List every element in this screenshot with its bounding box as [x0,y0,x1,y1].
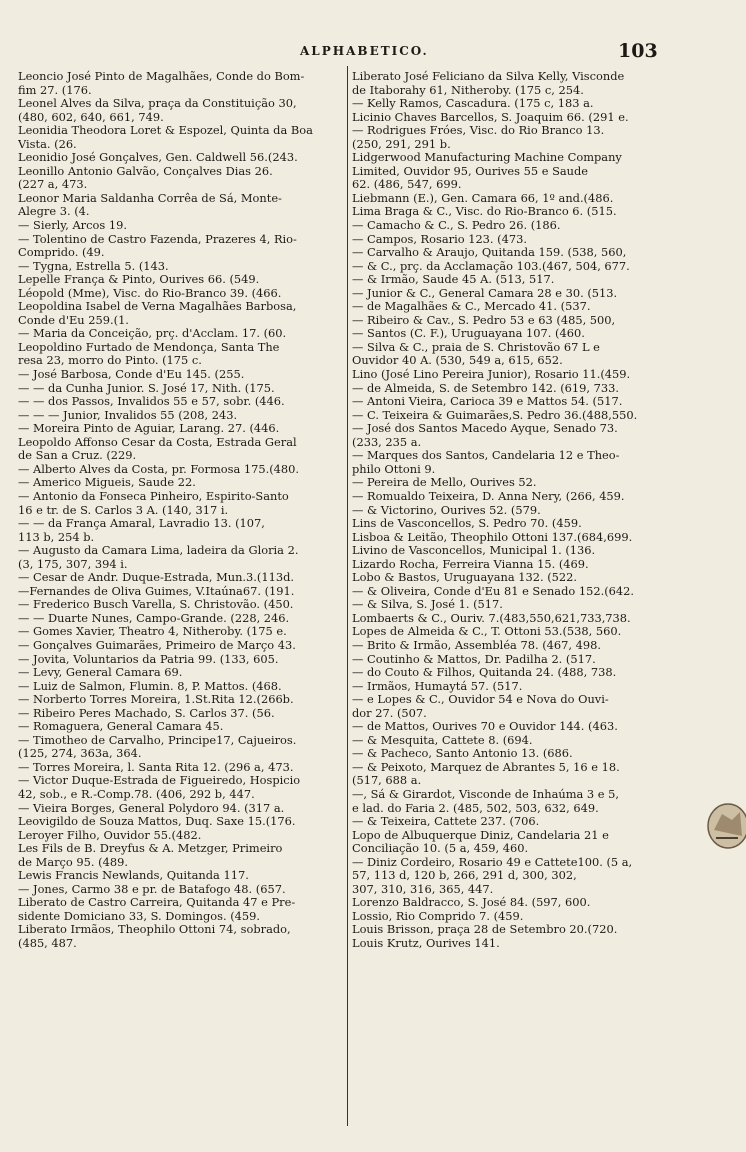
entry-line: Lepelle França & Pinto, Ourives 66. (549. [18,273,260,287]
directory-entry [18,639,344,653]
directory-entry [18,923,344,950]
directory-entry [18,680,344,694]
entry-line: Leopoldino Furtado de Mendonça, Santa The [18,340,280,354]
entry-line: — & Oliveira, Conde d'Eu 81 e Senado 152.(642. [352,584,635,598]
directory-entry [18,896,344,923]
entry-line: Louis Brisson, praça 28 de Setembro 20.(720. [352,923,618,937]
entry-line: — Vieira Borges, General Polydoro 94. (317 a. [18,801,285,815]
entry-line: — Campos, Rosario 123. (473. [352,232,527,246]
directory-entry [352,368,674,382]
entry-line: — Maria da Conceição, prç. d'Acclam. 17. (60. [18,327,287,341]
entry-line: Lobo & Bastos, Uruguayana 132. (522. [352,571,578,585]
entry-line: e lad. do Faria 2. (485, 502, 503, 632, 649. [352,800,599,815]
directory-entry [352,124,674,151]
entry-line: de San a Cruz. (229. [18,448,137,463]
entry-line: — & Teixeira, Cattete 237. (706. [352,815,540,829]
entry-line: Lombaerts & C., Ouriv. 7.(483,550,621,733,738. [352,611,631,625]
entry-line: —Fernandes de Oliva Guimes, V.Itaúna67. (191. [18,584,295,598]
directory-entry [352,382,674,396]
directory-entry [352,856,674,897]
entry-line: Lizardo Rocha, Ferreira Vianna 15. (469. [352,557,589,571]
entry-line: (480, 602, 640, 661, 749. [18,109,164,124]
directory-entry [18,544,344,571]
directory-entry [352,937,674,951]
directory-entry [18,273,344,287]
directory-entry [18,585,344,599]
directory-entry [18,653,344,667]
library-stamp-icon [704,800,746,850]
directory-entry [18,233,344,260]
directory-entry [18,395,344,409]
left-column [18,70,344,951]
directory-entry [352,233,674,247]
entry-line: — José Barbosa, Conde d'Eu 145. (255. [18,368,245,382]
entry-line: Leovigildo de Souza Mattos, Duq. Saxe 15.(176. [18,815,296,829]
entry-line: Alegre 3. (4. [18,204,90,219]
directory-entry [18,382,344,396]
entry-line: — de Almeida, S. de Setembro 142. (619, 733. [352,381,619,395]
entry-line: Limited, Ouvidor 95, Ourives 55 e Saude [352,163,589,178]
entry-line: — & Mesquita, Cattete 8. (694. [352,733,533,747]
directory-entry [352,747,674,761]
entry-line: Leonillo Antonio Galvão, Conçalves Dias 26. [18,164,273,178]
directory-entry [352,815,674,829]
directory-entry [18,734,344,761]
directory-entry [18,842,344,869]
directory-entry [352,896,674,910]
entry-line: —, Sá & Girardot, Visconde de Inhaúma 3 e 5, [352,787,620,801]
entry-line: Liberato Irmãos, Theophilo Ottoni 74, sobrado, [18,923,291,937]
entry-line: resa 23, morro do Pinto. (175 c. [18,353,202,368]
directory-entry [352,422,674,449]
entry-line: Comprido. (49. [18,245,105,260]
directory-entry [18,761,344,775]
directory-entry [352,260,674,274]
directory-entry [352,761,674,788]
directory-entry [352,395,674,409]
directory-entry [18,463,344,477]
entry-line: Conde d'Eu 259.(1. [18,312,129,327]
entry-line: — Diniz Cordeiro, Rosario 49 e Cattete100. (5 a, [352,855,633,869]
directory-entry [18,490,344,517]
entry-line: Lossio, Rio Comprido 7. (459. [352,909,524,923]
entry-line: (3, 175, 307, 394 i. [18,556,128,571]
entry-line: — — da Cunha Junior. S. José 17, Nith. (175. [18,381,275,395]
entry-line: Liebmann (E.), Gen. Camara 66, 1º and.(486. [352,191,614,205]
entry-line: — Moreira Pinto de Aguiar, Larang. 27. (446. [18,422,280,436]
directory-entry [352,829,674,856]
directory-entry [18,422,344,436]
entry-line: — José dos Santos Macedo Ayque, Senado 73. [352,422,618,436]
entry-line: — Pereira de Mello, Ourives 52. [352,476,537,490]
entry-line: — — Duarte Nunes, Campo-Grande. (228, 246. [18,611,290,625]
entry-line: — Kelly Ramos, Cascadura. (175 c, 183 a. [352,97,594,111]
directory-entry [18,571,344,585]
directory-entry [352,490,674,504]
entry-line: — Victor Duque-Estrada de Figueiredo, Hospicio [18,774,301,788]
directory-entry [18,97,344,124]
directory-entry [18,409,344,423]
entry-line: — Norberto Torres Moreira, 1.St.Rita 12.(266b. [18,693,294,707]
entry-line: (233, 235 a. [352,434,422,449]
entry-line: (517, 688 a. [352,773,422,788]
directory-entry [352,585,674,599]
directory-entry [352,734,674,748]
directory-entry [352,531,674,545]
entry-line: — Irmãos, Humaytá 57. (517. [352,679,523,693]
directory-entry [18,341,344,368]
directory-entry [352,544,674,558]
entry-line: (227 a, 473. [18,177,88,192]
directory-entry [352,111,674,125]
entry-line: — — dos Passos, Invalidos 55 e 57, sobr. (446. [18,395,285,409]
entry-line: 113 b, 254 b. [18,529,95,544]
directory-entry [352,558,674,572]
entry-line: — — — Junior, Invalidos 55 (208, 243. [18,408,238,422]
entry-line: 16 e tr. de S. Carlos 3 A. (140, 317 i. [18,502,229,517]
entry-line: — de Mattos, Ourives 70 e Ouvidor 144. (463. [352,720,618,734]
entry-line: — Antonio da Fonseca Pinheiro, Espirito-Santo [18,489,289,503]
directory-entry [352,571,674,585]
directory-entry [352,327,674,341]
entry-line: — & Silva, S. José 1. (517. [352,598,503,612]
entry-line: — Sierly, Arcos 19. [18,219,127,233]
entry-line: Leoncio José Pinto de Magalhães, Conde do Bom- [18,70,305,83]
entry-line: Leopoldina Isabel de Verna Magalhães Barbosa, [18,300,297,314]
directory-entry [352,504,674,518]
directory-entry [18,219,344,233]
entry-line: Leonel Alves da Silva, praça da Constituição 30, [18,97,297,111]
directory-entry [18,165,344,192]
entry-line: Lidgerwood Manufacturing Machine Company [352,151,622,165]
entry-line: Lopo de Albuquerque Diniz, Candelaria 21 e [352,828,609,842]
directory-entry [352,341,674,368]
directory-entry [352,653,674,667]
directory-entry [18,802,344,816]
entry-line: — Cesar de Andr. Duque-Estrada, Mun.3.(113d. [18,571,295,585]
directory-entry [18,829,344,843]
entry-line: Lorenzo Baldracco, S. José 84. (597, 600. [352,896,591,910]
entry-line: Leopoldo Affonso Cesar da Costa, Estrada Geral [18,435,297,449]
entry-line: Vista. (26. [18,136,77,151]
right-column [352,70,674,951]
directory-entry [352,70,674,97]
directory-entry [352,788,674,815]
directory-entry [18,368,344,382]
entry-line: — Romaguera, General Camara 45. [18,720,224,734]
entry-line: Licinio Chaves Barcellos, S. Joaquim 66. (291 e. [352,110,629,124]
entry-line: Leroyer Filho, Ouvidor 55.(482. [18,828,202,842]
directory-entry [352,476,674,490]
entry-line: — Coutinho & Mattos, Dr. Padilha 2. (517. [352,652,596,666]
entry-line: Lins de Vasconcellos, S. Pedro 70. (459. [352,517,582,531]
entry-line: 42, sob., e R.-Comp.78. (406, 292 b, 447. [18,786,255,801]
entry-line: Léopold (Mme), Visc. do Rio-Branco 39. (466. [18,286,282,300]
directory-entry [18,612,344,626]
directory-entry [18,666,344,680]
entry-line: 307, 310, 316, 365, 447. [352,881,494,896]
directory-entry [352,598,674,612]
directory-entry [18,300,344,327]
directory-entry [18,260,344,274]
directory-entry [352,300,674,314]
entry-line: Lino (José Lino Pereira Junior), Rosario 11.(459. [352,368,631,382]
entry-line: Ouvidor 40 A. (530, 549 a, 615, 652. [352,353,563,368]
directory-entry [18,287,344,301]
directory-entry [352,517,674,531]
directory-entry [18,151,344,165]
page-title: ALPHABETICO. [300,44,429,58]
entry-line: Leonidio José Gonçalves, Gen. Caldwell 56.(243. [18,151,298,165]
entry-line: — de Magalhães & C., Mercado 41. (537. [352,300,591,314]
entry-line: — e Lopes & C., Ouvidor 54 e Nova do Ouvi- [352,693,609,707]
directory-entry [352,287,674,301]
entry-line: philo Ottoni 9. [352,461,436,476]
entry-line: — & Pacheco, Santo Antonio 13. (686. [352,747,573,761]
directory-entry [352,219,674,233]
directory-entry [18,869,344,883]
entry-line: (125, 274, 363a, 364. [18,746,142,761]
entry-line: — Antoni Vieira, Carioca 39 e Mattos 54. (517. [352,395,623,409]
directory-entry [18,693,344,707]
entry-line: Lopes de Almeida & C., T. Ottoni 53.(538, 560. [352,625,622,639]
entry-line: — Ribeiro & Cav., S. Pedro 53 e 63 (485, 500, [352,313,616,327]
directory-entry [18,70,344,97]
entry-line: — Alberto Alves da Costa, pr. Formosa 175.(480. [18,462,300,476]
directory-entry [18,774,344,801]
entry-line: Conciliação 10. (5 a, 459, 460. [352,841,529,856]
entry-line: — Brito & Irmão, Assembléa 78. (467, 498. [352,638,601,652]
page-number: 103 [618,40,658,62]
entry-line: Liberato José Feliciano da Silva Kelly, Visconde [352,70,625,83]
column-divider [347,66,348,1126]
entry-line: — Romualdo Teixeira, D. Anna Nery, (266, 459. [352,489,625,503]
entry-line: Lewis Francis Newlands, Quitanda 117. [18,869,249,883]
entry-line: — C. Teixeira & Guimarães,S. Pedro 36.(488,550. [352,408,638,422]
entry-line: Lisboa & Leitão, Theophilo Ottoni 137.(684,699. [352,530,633,544]
directory-entry [18,598,344,612]
entry-line: 57, 113 d, 120 b, 266, 291 d, 300, 302, [352,868,577,883]
entry-line: — Gonçalves Guimarães, Primeiro de Março 43. [18,638,296,652]
entry-line: — Timotheo de Carvalho, Principe17, Cajueiros. [18,733,297,747]
directory-entry [352,314,674,328]
entry-line: — Carvalho & Araujo, Quitanda 159. (538, 560, [352,246,627,260]
entry-line: — Marques dos Santos, Candelaria 12 e Theo- [352,449,620,463]
directory-entry [352,97,674,111]
entry-line: — Jovita, Voluntarios da Patria 99. (133, 605. [18,652,279,666]
entry-line: — Jones, Carmo 38 e pr. de Batafogo 48. (657. [18,882,286,896]
entry-line: — Luiz de Salmon, Flumin. 8, P. Mattos. (468. [18,679,282,693]
directory-entry [352,246,674,260]
entry-line: 62. (486, 547, 699. [352,177,462,192]
directory-entry [352,625,674,639]
entry-line: — Junior & C., General Camara 28 e 30. (513. [352,286,618,300]
entry-line: — Augusto da Camara Lima, ladeira da Gloria 2. [18,544,299,558]
directory-entry [18,436,344,463]
directory-entry [18,124,344,151]
entry-line: dor 27. (507. [352,705,427,720]
entry-line: — — da França Amaral, Lavradio 13. (107, [18,517,265,531]
directory-entry [18,192,344,219]
entry-line: Livino de Vasconcellos, Municipal 1. (136. [352,544,596,558]
directory-entry [18,625,344,639]
directory-entry [352,693,674,720]
entry-line: — Torres Moreira, l. Santa Rita 12. (296 a, 473. [18,760,294,774]
directory-entry [352,923,674,937]
entry-line: — Ribeiro Peres Machado, S. Carlos 37. (56. [18,706,275,720]
entry-line: — Tolentino de Castro Fazenda, Prazeres 4, Rio- [18,232,297,246]
directory-entry [352,192,674,206]
directory-entry [352,205,674,219]
entry-line: — Silva & C., praia de S. Christovão 67 L e [352,340,600,354]
entry-line: — do Couto & Filhos, Quitanda 24. (488, 738. [352,666,617,680]
entry-line: Les Fils de B. Dreyfus & A. Metzger, Primeiro [18,842,283,856]
entry-line: Leonidia Theodora Loret & Espozel, Quinta da Boa [18,124,313,138]
directory-entry [352,720,674,734]
entry-line: — & Irmão, Saude 45 A. (513, 517. [352,273,555,287]
entry-line: (485, 487. [18,936,77,950]
directory-entry [18,476,344,490]
page-header [0,40,746,64]
entry-line: — & Peixoto, Marquez de Abrantes 5, 16 e 18. [352,760,620,774]
entry-line: — Camacho & C., S. Pedro 26. (186. [352,219,561,233]
entry-line: — Tygna, Estrella 5. (143. [18,259,169,273]
entry-line: de Itaborahy 61, Nitheroby. (175 c, 254. [352,82,584,97]
entry-line: Lima Braga & C., Visc. do Rio-Branco 6. (515. [352,205,617,219]
entry-line: Leonor Maria Saldanha Corrêa de Sá, Monte- [18,191,282,205]
directory-entry [18,707,344,721]
entry-line: (250, 291, 291 b. [352,136,451,151]
directory-entry [352,273,674,287]
directory-entry [18,815,344,829]
entry-line: — & Victorino, Ourives 52. (579. [352,503,541,517]
directory-entry [352,910,674,924]
directory-entry [352,449,674,476]
entry-line: — & C., prç. da Acclamação 103.(467, 504, 677. [352,259,630,273]
entry-line: — Rodrigues Fróes, Visc. do Rio Branco 13. [352,124,605,138]
directory-entry [18,517,344,544]
entry-line: sidente Domiciano 33, S. Domingos. (459. [18,908,261,923]
directory-entry [352,151,674,192]
directory-entry [18,327,344,341]
directory-entry [352,409,674,423]
entry-line: — Levy, General Camara 69. [18,666,183,680]
entry-line: — Frederico Busch Varella, S. Christovão. (450. [18,598,294,612]
directory-entry [352,680,674,694]
entry-line: — Gomes Xavier, Theatro 4, Nitheroby. (175 e. [18,625,287,639]
directory-entry [18,883,344,897]
directory-entry [352,639,674,653]
directory-entry [352,612,674,626]
entry-line: Liberato de Castro Carreira, Quitanda 47 e Pre- [18,896,296,910]
entry-line: fim 27. (176. [18,82,92,97]
directory-entry [18,720,344,734]
directory-entry [352,666,674,680]
entry-line: — Santos (C. F.), Uruguayana 107. (460. [352,327,585,341]
entry-line: — Americo Migueis, Saude 22. [18,476,196,490]
entry-line: de Março 95. (489. [18,854,128,869]
entry-line: Louis Krutz, Ourives 141. [352,937,500,950]
